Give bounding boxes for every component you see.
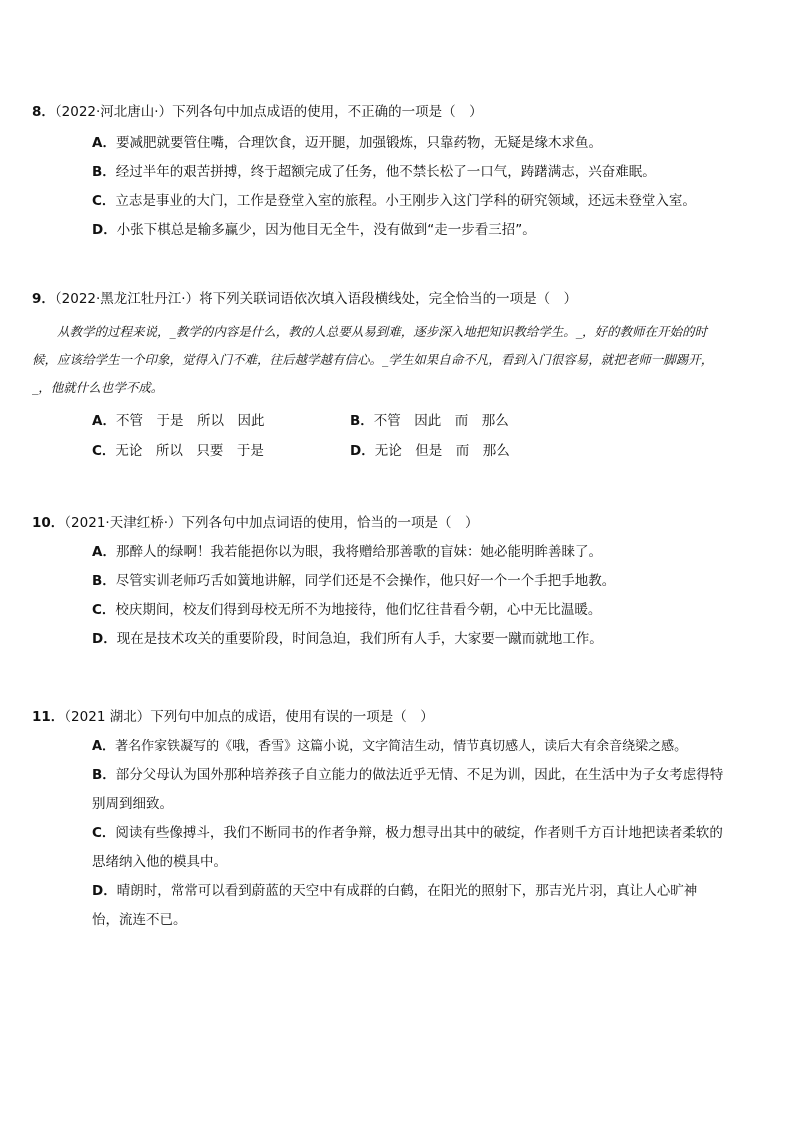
option-b xyxy=(92,761,724,819)
question-header xyxy=(32,99,724,125)
question-header xyxy=(32,286,724,312)
option-text: 校庆期间，校友们得到母校无所不为地接待，他们忆往昔看今朝，心中无比温暖。 xyxy=(115,602,602,618)
option-letter: A． xyxy=(92,413,116,429)
option-a xyxy=(92,129,724,158)
option-text: 阅读有些像搏斗，我们不断同书的作者争辩，极力想寻出其中的破绽，作者则千方百计地把读者柔软的思绪纳入他的模具中。 xyxy=(92,825,723,870)
option-letter: B． xyxy=(92,164,116,180)
question-number: 9． xyxy=(32,291,55,307)
option-text: 著名作家铁凝写的《哦，香雪》这篇小说，文字简洁生动，情节真切感人，读后大有余音绕梁之感。 xyxy=(115,739,688,754)
option-row xyxy=(92,436,724,466)
option-letter: D． xyxy=(92,222,117,238)
option-c xyxy=(92,596,724,625)
option-letter: A． xyxy=(92,135,116,151)
option-letter: C． xyxy=(92,443,116,459)
option-text: 现在是技术攻关的重要阶段，时间急迫，我们所有人手，大家要一蹴而就地工作。 xyxy=(116,631,603,647)
option-list xyxy=(92,538,724,654)
question-stem: 下列各句中加点成语的使用，不正确的一项是（ ） xyxy=(172,104,483,120)
option-letter: C． xyxy=(92,193,116,209)
option-text: 小张下棋总是输多赢少，因为他目无全牛，没有做到“走一步看三招”。 xyxy=(116,222,536,238)
option-text: 立志是事业的大门，工作是登堂入室的旅程。小王刚步入这门学科的研究领域，还远未登堂入室。 xyxy=(115,193,696,209)
option-letter: A． xyxy=(92,544,116,560)
option-d xyxy=(92,216,724,245)
option-text: 要减肥就要管住嘴，合理饮食，迈开腿，加强锻炼，只靠药物，无疑是缘木求鱼。 xyxy=(115,135,602,151)
option-letter: D． xyxy=(350,443,375,459)
option-letter: A． xyxy=(92,739,116,754)
question-source: （2022·河北唐山·） xyxy=(54,104,173,120)
question-number: 10． xyxy=(32,515,65,531)
option-a xyxy=(92,406,350,436)
question-header xyxy=(32,510,724,536)
option-letter: B． xyxy=(92,573,116,589)
option-text: 部分父母认为国外那种培养孩子自立能力的做法近乎无情、不足为训，因此，在生活中为子女考虑得特别周到细致。 xyxy=(92,767,724,812)
option-text: 无论 所以 只要 于是 xyxy=(115,443,264,459)
question-stem: 将下列关联词语依次填入语段横线处，完全恰当的一项是（ ） xyxy=(199,291,578,307)
option-a xyxy=(92,538,724,567)
option-text: 无论 但是 而 那么 xyxy=(374,443,510,459)
option-a xyxy=(92,732,724,761)
question-10 xyxy=(32,510,724,654)
option-letter: B． xyxy=(350,413,374,429)
option-letter: C． xyxy=(92,825,116,841)
option-text: 不管 因此 而 那么 xyxy=(373,413,509,429)
option-d xyxy=(350,436,608,466)
option-letter: D． xyxy=(92,883,117,899)
option-text: 不管 于是 所以 因此 xyxy=(115,413,265,429)
option-d xyxy=(92,877,724,935)
question-stem: 下列句中加点的成语，使用有误的一项是（ ） xyxy=(150,709,434,725)
question-source: （2021 湖北） xyxy=(64,709,151,725)
option-text: 尽管实训老师巧舌如簧地讲解，同学们还是不会操作，他只好一个一个手把手地教。 xyxy=(115,573,616,589)
option-list xyxy=(92,406,724,466)
option-list xyxy=(92,129,724,245)
question-number: 8． xyxy=(32,104,55,120)
option-text: 那醉人的绿啊！我若能挹你以为眼，我将赠给那善歌的盲妹：她必能明眸善睐了。 xyxy=(115,544,602,560)
option-text: 晴朗时，常常可以看到蔚蓝的天空中有成群的白鹤，在阳光的照射下，那吉光片羽，真让人心旷神怡，流连不已。 xyxy=(92,883,698,928)
option-list xyxy=(92,732,724,935)
question-9 xyxy=(32,286,724,466)
option-b xyxy=(92,567,724,596)
option-letter: B． xyxy=(92,767,116,783)
option-text: 经过半年的艰苦拼搏，终于超额完成了任务，他不禁长松了一口气，踌躇满志，兴奋难眠。 xyxy=(115,164,656,180)
option-c xyxy=(92,436,350,466)
option-letter: D． xyxy=(92,631,117,647)
option-c xyxy=(92,819,724,877)
option-row xyxy=(92,406,724,436)
question-source: （2022·黑龙江牡丹江·） xyxy=(54,291,200,307)
question-stem: 下列各句中加点词语的使用，恰当的一项是（ ） xyxy=(181,515,479,531)
question-8 xyxy=(32,99,724,245)
question-header xyxy=(32,704,724,730)
question-number: 11． xyxy=(32,709,65,725)
reading-passage: 从教学的过程来说，_教学的内容是什么，教的人总要从易到难，逐步深入地把知识教给学生。_，好的教师在开始的时候，应该给学生一个印象，觉得入门不难，往后越学越有信心。_学生如果自命不凡，看到入门很容易，就把老师一脚踢开，_，他就什么也学不成。 xyxy=(32,324,714,395)
option-d xyxy=(92,625,724,654)
option-letter: C． xyxy=(92,602,116,618)
option-c xyxy=(92,187,724,216)
question-source: （2021·天津红桥·） xyxy=(64,515,182,531)
option-b xyxy=(350,406,608,436)
question-11 xyxy=(32,704,724,935)
option-b xyxy=(92,158,724,187)
